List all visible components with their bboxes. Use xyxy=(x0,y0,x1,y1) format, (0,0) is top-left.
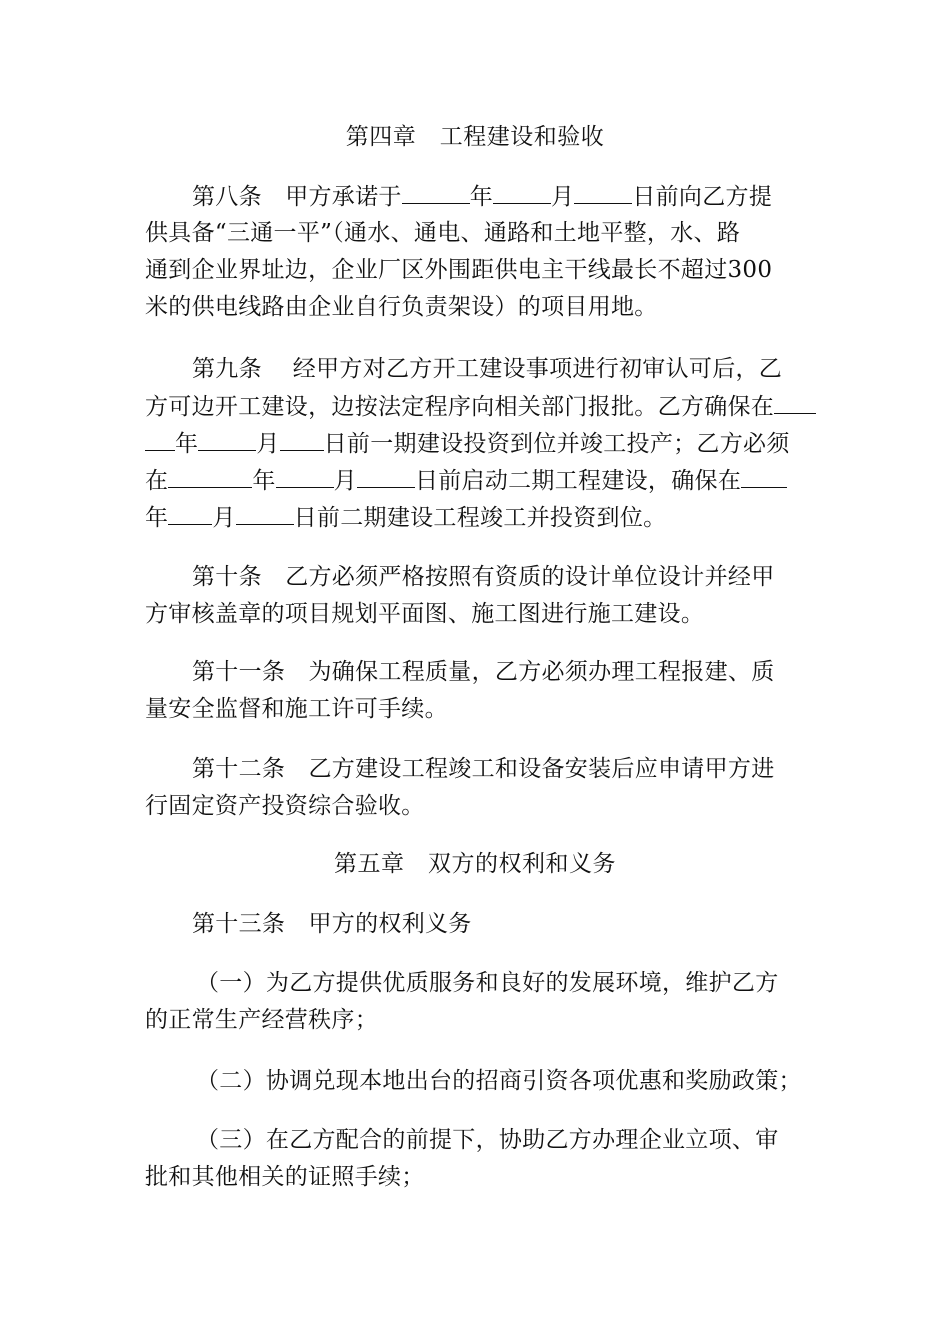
year-label: 年 xyxy=(145,505,169,531)
blank-year[interactable] xyxy=(145,428,175,451)
chapter-4-heading: 第四章 工程建设和验收 xyxy=(345,124,605,150)
article-12-line-1: 第十二条 乙方建设工程竣工和设备安装后应申请甲方进 xyxy=(192,756,775,782)
blank-year[interactable] xyxy=(741,465,787,488)
article-8-line-3: 通到企业界址边，企业厂区外围距供电主干线最长不超过300 xyxy=(145,257,773,283)
article-9-text: 方可边开工建设，边按法定程序向相关部门报批。乙方确保在 xyxy=(145,394,775,420)
article-9-text: 日前二期建设工程竣工并投资到位。 xyxy=(293,505,667,531)
article-8-text: 日前向乙方提 xyxy=(632,184,773,210)
article-9-text: 日前一期建设投资到位并竣工投产；乙方必须 xyxy=(323,431,790,457)
blank-month[interactable] xyxy=(493,181,551,204)
article-10-line-2: 方审核盖章的项目规划平面图、施工图进行施工建设。 xyxy=(145,601,705,627)
blank-day[interactable] xyxy=(236,502,294,525)
article-11-line-1: 第十一条 为确保工程质量，乙方必须办理工程报建、质 xyxy=(192,659,775,685)
year-label: 年 xyxy=(175,431,199,457)
article-9-line-5 xyxy=(145,502,666,533)
article-9-line-4 xyxy=(145,465,787,496)
article-9-line-1: 第九条 经甲方对乙方开工建设事项进行初审认可后，乙 xyxy=(192,356,783,382)
blank-year[interactable] xyxy=(168,465,252,488)
year-label: 年 xyxy=(469,184,494,210)
article-11-line-2: 量安全监督和施工许可手续。 xyxy=(145,696,448,722)
chapter-5-heading: 第五章 双方的权利和义务 xyxy=(334,851,616,877)
blank-month[interactable] xyxy=(168,502,212,525)
article-13-item-1-line-2: 的正常生产经营秩序； xyxy=(145,1007,378,1033)
blank-day[interactable] xyxy=(357,465,415,488)
article-13-item-1-line-1: （一）为乙方提供优质服务和良好的发展环境，维护乙方 xyxy=(196,970,779,996)
blank-month[interactable] xyxy=(198,428,256,451)
article-9-line-2 xyxy=(145,391,816,422)
article-13-item-3-line-2: 批和其他相关的证照手续； xyxy=(145,1164,425,1190)
article-8-line-1 xyxy=(192,181,772,212)
article-10-line-1: 第十条 乙方必须严格按照有资质的设计单位设计并经甲 xyxy=(192,564,775,590)
article-12-line-2: 行固定资产投资综合验收。 xyxy=(145,793,425,819)
year-label: 年 xyxy=(252,468,276,494)
article-13-title: 第十三条 甲方的权利义务 xyxy=(192,911,472,937)
blank-month[interactable] xyxy=(276,465,334,488)
month-label: 月 xyxy=(551,184,575,210)
article-13-item-3-line-1: （三）在乙方配合的前提下，协助乙方办理企业立项、审 xyxy=(196,1127,779,1153)
blank-day[interactable] xyxy=(280,428,324,451)
article-9-text: 日前启动二期工程建设，确保在 xyxy=(414,468,742,494)
article-8-text: 第八条 甲方承诺于 xyxy=(192,184,402,210)
article-8-line-2: 供具备“三通一平”（通水、通电、通路和土地平整，水、路 xyxy=(145,220,741,246)
month-label: 月 xyxy=(212,505,236,531)
article-9-text: 在 xyxy=(145,468,169,494)
blank-day[interactable] xyxy=(574,181,632,204)
month-label: 月 xyxy=(256,431,280,457)
article-8-line-4: 米的供电线路由企业自行负责架设）的项目用地。 xyxy=(145,294,658,320)
article-9-line-3 xyxy=(145,428,790,459)
article-13-item-2-line-1: （二）协调兑现本地出台的招商引资各项优惠和奖励政策； xyxy=(196,1068,802,1094)
blank-year[interactable] xyxy=(402,181,470,204)
month-label: 月 xyxy=(333,468,357,494)
blank-year[interactable] xyxy=(774,391,816,414)
